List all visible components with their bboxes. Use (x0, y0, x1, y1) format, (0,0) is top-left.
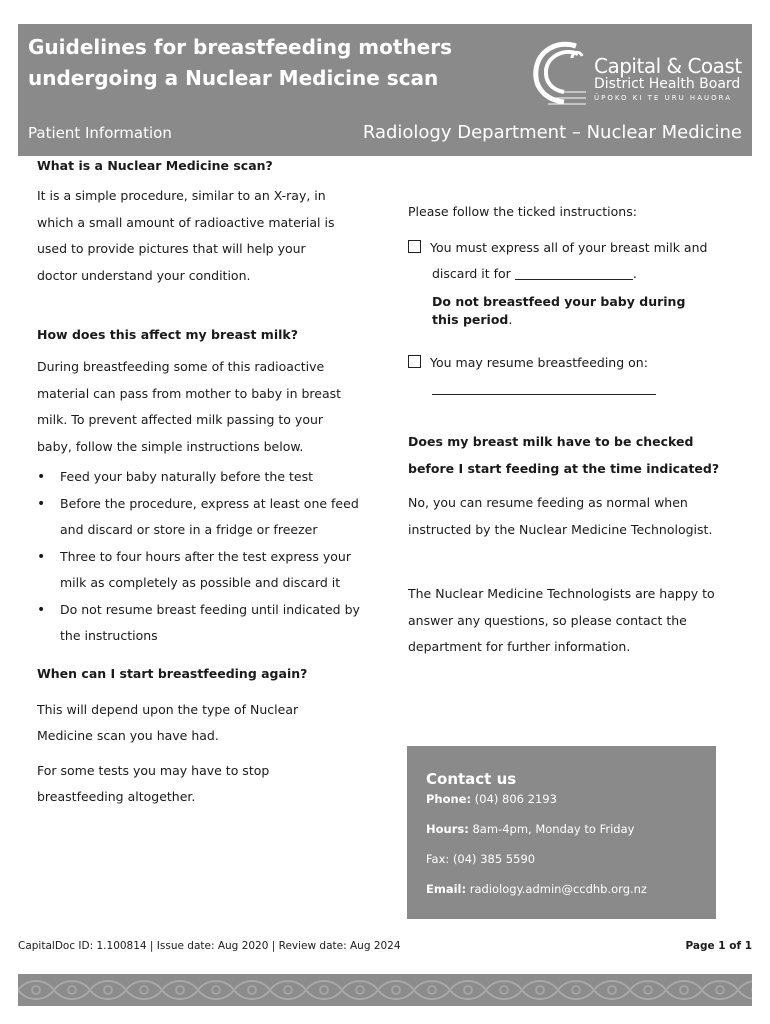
discard-duration-blank[interactable] (515, 266, 633, 280)
title-line-1: Guidelines for breastfeeding mothers (28, 35, 452, 59)
ccdhb-logo (528, 38, 750, 110)
option-resume-text: You may resume breastfeeding on: (430, 355, 648, 370)
warning-no-breastfeed: Do not breastfeed your baby during this period (432, 294, 686, 327)
decorative-footer-band (18, 974, 752, 1006)
contact-box (407, 746, 716, 919)
contact-title: Contact us (426, 770, 517, 788)
discard-for-label: discard it for (432, 266, 511, 281)
contact-fax: Fax: (04) 385 5590 (426, 852, 536, 866)
logo-subtitle: District Health Board (594, 76, 741, 92)
contact-phone: Phone: (04) 806 2193 (426, 792, 557, 806)
paragraph-depends: This will depend upon the type of Nuclear Medicine scan you have had. (37, 701, 299, 743)
paragraph-contact-info: The Nuclear Medicine Technologists are happy to answer any questions, so please contact the department for further information. (408, 586, 715, 654)
resume-date-blank[interactable] (432, 380, 656, 395)
list-item: • Feed your baby naturally before the test (60, 464, 370, 491)
paragraph-stop-breastfeeding: For some tests you may have to stop breastfeeding altogether. (37, 762, 270, 804)
option-express-text: You must express all of your breast milk and (430, 240, 708, 255)
heading-milk-checked: Does my breast milk have to be checked before I start feeding at the time indicated? (408, 434, 720, 476)
department-label: Radiology Department – Nuclear Medicine (362, 122, 742, 143)
header-banner (18, 24, 752, 156)
option-express-milk: You must express all of your breast milk and discard it for . Do not breastfeed your baby during this period. (408, 235, 728, 329)
document-title (28, 32, 468, 94)
paragraph-milk-effect: During breastfeeding some of this radioactive material can pass from mother to baby in breast milk. To prevent affected milk passing to your baby, follow the simple instructions below. (37, 359, 342, 454)
paragraph-resume-normal: No, you can resume feeding as normal when instructed by the Nuclear Medicine Technologist. (408, 495, 713, 537)
pattern-icon (18, 974, 752, 1006)
left-column (37, 156, 377, 811)
title-line-2: undergoing a Nuclear Medicine scan (28, 66, 439, 90)
heading-breast-milk-effect: How does this affect my breast milk? (37, 327, 298, 342)
list-item: • Before the procedure, express at least one feed and discard or store in a fridge or freezer (60, 491, 370, 544)
document-id-footer: CapitalDoc ID: 1.100814 | Issue date: Aug 2020 | Review date: Aug 2024 (18, 940, 401, 952)
instruction-list (37, 464, 370, 650)
email-link[interactable]: radiology.admin@ccdhb.org.nz (469, 882, 647, 896)
list-item: • Do not resume breast feeding until indicated by the instructions (60, 597, 370, 650)
right-column (408, 204, 728, 661)
checkbox-express-milk[interactable] (408, 240, 421, 253)
patient-information-label: Patient Information (28, 124, 172, 142)
contact-email: Email: radiology.admin@ccdhb.org.nz (426, 882, 647, 896)
heading-what-is-scan: What is a Nuclear Medicine scan? (37, 158, 273, 173)
option-resume (408, 355, 728, 395)
logo-maori-text: ŪPOKO KI TE URU HAUORA (594, 94, 732, 102)
ticked-instructions-intro: Please follow the ticked instructions: (408, 204, 637, 219)
checkbox-resume[interactable] (408, 355, 421, 368)
phone-number[interactable]: (04) 806 2193 (474, 792, 557, 806)
paragraph-scan-description: It is a simple procedure, similar to an X-ray, in which a small amount of radioactive material is used to provide pictures that will help your doctor understand your condition. (37, 188, 335, 283)
logo-koru-icon (528, 38, 590, 108)
contact-hours: Hours: 8am-4pm, Monday to Friday (426, 822, 635, 836)
logo-name: Capital & Coast (594, 54, 742, 78)
heading-start-again: When can I start breastfeeding again? (37, 665, 308, 681)
list-item: • Three to four hours after the test express your milk as completely as possible and discard it (60, 544, 370, 597)
page-number: Page 1 of 1 (685, 940, 752, 952)
